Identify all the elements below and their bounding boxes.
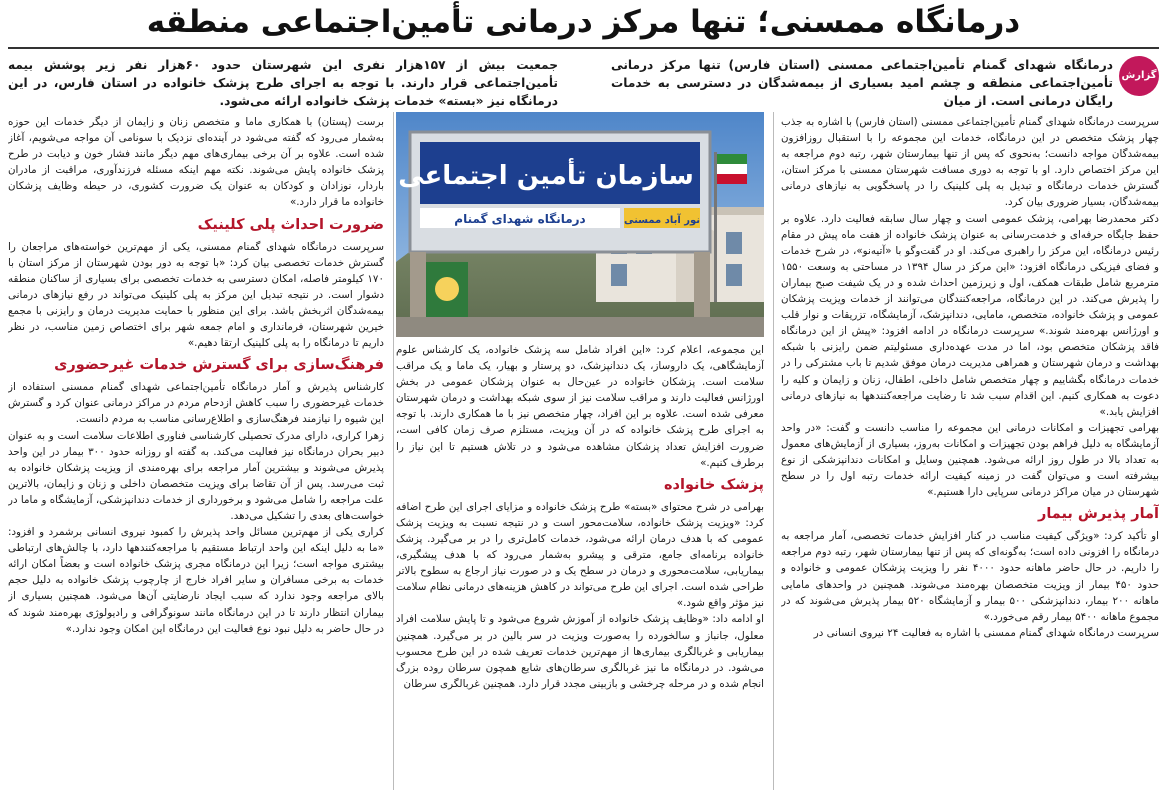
headline: درمانگاه ممسنی؛ تنها مرکز درمانی تأمین‌اجتماعی منطقه: [146, 4, 1021, 40]
column-left: [8, 114, 384, 790]
sign-sub-text: درمانگاه شهدای گمنام: [454, 212, 586, 226]
lead-right-text: درمانگاه شهدای گمنام تأمین‌اجتماعی ممسنی (استان فارس) تنها مرکز درمانی تأمین‌اجتماعی منطقه و چشم امید بسیاری از بیمه‌شدگان در دسترسی به خدمات رایگان درمانی است. از میان: [611, 58, 1113, 108]
subheading-family-physician: پزشک خانواده: [663, 476, 764, 493]
clinic-photo-illustration: [396, 112, 764, 337]
lead-right: [611, 56, 1159, 110]
paragraph: زهرا کراری، دارای مدرک تحصیلی کارشناسی فناوری اطلاعات سلامت است و به عنوان دبیر بحران درمانگاه نیز فعالیت می‌کند. به گفته او روزانه حدود ۳۰۰ بیمار در این واحد پذیرش می‌شوند و بیشترین آمار مراجعه برای بهره‌مندی از ویزیت پزشکان خانواده به ثبت می‌رسد. پس از آن تقاضا برای ویزیت متخصصان داخلی و زنان و زایمان، بالاترین علت مراجعه را شامل می‌شود و برخورداری از خدمات دندانپزشکی، آزمایشگاه و ماما در خواست‌های بعدی را تشکیل می‌دهد.: [8, 429, 384, 522]
report-badge: گزارش: [1119, 56, 1159, 96]
paragraph: سرپرست درمانگاه شهدای گمنام تأمین‌اجتماعی ممسنی (استان فارس) با اشاره به جذب چهار پزشک متخصص در این درمانگاه، خدمات این مجموعه را با استقبال روزافزون بیمه‌شدگان مواجه دانست؛ به‌نحوی که پس از تنها بیمارستان شهر، رتبه دوم مراجعه به این مرکز اختصاص دارد. او با توجه به دوری مسافت شهرستان ممسنی با مرکز استان، گسترش خدمات درمانگاه و تبدیل به پلی کلینیک را در پاسخگویی به نیازهای درمانی بیمه‌شدگان، بسیار ضروری بیان کرد.: [781, 116, 1159, 209]
paragraph: سرپرست درمانگاه شهدای گمنام ممسنی، یکی از مهم‌ترین خواسته‌های مراجعان را گسترش خدمات تخصصی بیان کرد: «با توجه به دور بودن شهرستان از مرکز استان با ۱۷۰ کیلومتر فاصله، امکان دسترسی به خدمات تخصصی برای بسیاری از ساکنان منطقه دشوار است. در نتیجه تبدیل این مرکز به پلی کلینیک می‌تواند در رفع نیازهای درمانی بیمه‌شدگان اثربخش باشد. برای این منظور با حمایت مدیریت درمان و رایزنی با مجمع خیرین شهرستان، فرمانداری و امام جمعه شهر برای اختصاص زمین مناسب، در نظر داریم تا درمانگاه را به پلی کلینیک ارتقا دهیم.»: [8, 240, 384, 350]
flag-pole: [714, 152, 717, 302]
clinic-photo: [396, 112, 764, 337]
column-right: [781, 114, 1159, 790]
sign-side-text: نور آباد ممسنی: [623, 215, 701, 226]
flag: [717, 154, 747, 164]
paragraph: بهرامی در شرح محتوای «بسته» طرح پزشک خانواده و مزایای اجرای این طرح اضافه کرد: «ویزیت پزشک خانواده، سلامت‌محور است و در نتیجه نسبت به ویزیت پزشک عمومی که با هدف درمان ارائه می‌شود، خدمات کامل‌تری را در بر می‌گیرد. پزشک خانواده برنامه‌ای جامع، مترقی و پیشرو به‌شمار می‌رود که با هدف پیشگیری، بیماریابی، سلامت‌محوری و درمان در سطح یک و در صورت نیاز ارجاع به سطوح بالاتر طراحی شده است. اجرای این طرح می‌تواند در کاهش هزینه‌های درمانی نظام سلامت نیز مؤثر واقع شود.»: [396, 500, 764, 610]
subheading-patient-stats: آمار پذیرش بیمار: [1037, 506, 1159, 523]
paragraph: او ادامه داد: «وظایف پزشک خانواده از آموزش شروع می‌شود و تا پایش سلامت افراد معلول، جانباز و سالخورده را به‌صورت ویزیت در سر بالین در بر می‌گیرد. همچنین بیماریابی و غربالگری بیماری‌ها از مهم‌ترین خدمات تعریف شده در این طرح محسوب می‌شود. در درمانگاه ما نیز غربالگری سرطان‌های شایع همچون سرطان روده بزرگ انجام شده و در مرحله چرخشی و بازبینی مجدد قرار دارد. همچنین غربالگری سرطان: [396, 613, 764, 690]
subheading-remote-services: فرهنگ‌سازی برای گسترش خدمات غیرحضوری: [54, 357, 384, 374]
paragraph: این مجموعه، اعلام کرد: «این افراد شامل سه پزشک خانواده، یک کارشناس علوم آزمایشگاهی، یک داروساز، یک دندانپزشک، دو پرستار و بهیار، یک ماما و یک مراقب سلامت است. پزشکان خانواده در عین‌حال به عنوان پزشکان عمومی در بخش اورژانس فعالیت دارند و مراقب سلامت نیز از سوی شبکه بهداشت و درمان شهرستان معرفی شده است. علاوه بر این افراد، چهار متخصص نیز با ما همکاری دارند. با توجه به اجرای طرح پزشک خانواده که در آن ویزیت، مستلزم صرف زمان کافی است، ضرورت افزایش تعداد پزشکان مشاهده می‌شود و در تلاش هستیم تا این نیاز را برطرف کنیم.»: [396, 344, 764, 469]
paragraph: دکتر محمدرضا بهرامی، پزشک عمومی است و چهار سال سابقه فعالیت دارد. علاوه بر حفظ جایگاه حرفه‌ای و خدمت‌رسانی به عنوان پزشک خانواده از هفت ماه پیش در مقام رئیس درمانگاه، این مرکز را راهبری می‌کند. او در گفت‌وگو با «آتیه‌نو»، در شرح خدمات و فضای فیزیکی درمانگاه افزود: «این مرکز در سال ۱۳۹۴ در مساحتی به وسعت ۱۵۵۰ مترمربع شامل طبقات همکف، اول و زیرزمین احداث شده و در یک شیفت صبح بیماران را پذیرش می‌کند. در این درمانگاه، مراجعه‌کنندگان می‌توانند از خدمات ویزیت پزشکان عمومی و پزشک خانواده، متخصص، مامایی، دندانپزشک، آزمایشگاه، تزریقات و نوار قلب و اورژانس بهره‌مند شوند.» سرپرست درمانگاه در ادامه افزود: «پیش از این درمانگاه فاقد پزشکان متخصص بود، اما در مدت عهده‌داری مسئولیتم ضمن رایزنی با شبکه بهداشت و درمان شهرستان و همراهی مدیریت درمان موفق شدیم تا باب مشترکی را در خدمات درمانگاه بگشاییم و چهار متخصص شامل داخلی، اطفال، زنان و زایمان و کلیه را دعوت به همکاری کنیم. این اقدام سبب شد تا رضایت مراجعه‌کنندهها به نیازهای درمانی افزایش یابد.»: [781, 212, 1159, 418]
paragraph: سرپرست درمانگاه شهدای گمنام ممسنی با اشاره به فعالیت ۲۴ نیروی انسانی در: [813, 626, 1159, 639]
subheading-polyclinic: ضرورت احداث پلی کلینیک: [197, 216, 384, 233]
lead-left: جمعیت بیش از ۱۵۷هزار نفری این شهرستان حدود ۶۰هزار نفر زیر پوشش بیمه تأمین‌اجتماعی قرار دارند. با توجه به اجرای طرح پزشک خانواده در استان فارس، در این درمانگاه نیز «بسته» خدمات پزشک خانواده ارائه می‌شود.: [8, 58, 558, 108]
paragraph: کارشناس پذیرش و آمار درمانگاه تأمین‌اجتماعی شهدای گمنام ممسنی استفاده از خدمات غیرحضوری را سبب کاهش ازدحام مردم در مراکز درمانی عنوان کرد و گسترش این شیوه را نیازمند فرهنگ‌سازی و اطلاع‌رسانی مناسب به مردم دانست.: [8, 381, 384, 426]
sign-main-text: سازمان تأمین اجتماعی: [398, 161, 694, 191]
paragraph: کراری یکی از مهم‌ترین مسائل واحد پذیرش را کمبود نیروی انسانی برشمرد و افزود: «ما به دلیل اینکه این واحد ارتباط مستقیم با مراجعه‌کنندهها دارد، با چالش‌های ارتباطی بیشتری مواجه است؛ زیرا این درمانگاه مجری پزشک خانواده است و بعضاً امکان ارائه خدمات به برخی مسافران و سایر افراد خارج از چارچوب پزشک خانواده به دلیل حجم بالای مراجعه وجود ندارد که سبب ایجاد نارضایتی آن‌ها می‌شود. همچنین بسیاری از بیماران انتظار دارند تا در این درمانگاه مانند سونوگرافی و رادیولوژی بهره‌مند شوند که در حال حاضر به دلیل نبود نوع فعالیت این درمانگاه این امکان وجود ندارد.»: [8, 526, 384, 635]
paragraph: برست (پستان) با همکاری ماما و متخصص زنان و زایمان از دیگر خدمات این حوزه به‌شمار می‌رود که گفته می‌شود در آینده‌ای نزدیک با سونامی آن مواجه می‌شویم، آغاز شده است. علاوه بر آن برخی بیماری‌های مهم دیگر مانند فشار خون و دیابت در طرح پزشک خانواده پایش می‌شوند. نکته مهم اینکه مسئله فرزندآوری، مراقبت از مادران باردار، نوزادان و کودکان به عنوان یک ضرورت کشوری، در حیطه وظایف پزشکان خانواده ما قرار دارد.»: [8, 116, 384, 209]
ground: [396, 317, 764, 337]
column-divider-left: [393, 112, 394, 790]
column-divider-right: [773, 112, 774, 790]
paragraph: او تأکید کرد: «ویژگی کیفیت مناسب در کنار افزایش خدمات تخصصی، آمار مراجعه به درمانگاه را افزونی داده است؛ به‌گونه‌ای که پس از تنها بیمارستان شهر، رتبه دوم مراجعه را داریم. در حال حاضر ماهانه حدود ۴۰۰۰ نفر را ویزیت پزشکان عمومی و خانواده و حدود ۴۵۰ بیمار از ویزیت متخصصان بهره‌مند می‌شوند. همچنین در واحدهای مامایی ماهانه ۲۰۰ بیمار، دندانپزشکی ۵۰۰ بیمار و آزمایشگاه ۵۲۰ بیمار پذیرش می‌شوند که در مجموع ماهانه ۵۴۰۰ بیمار رقم می‌خورد.»: [781, 530, 1159, 623]
column-middle: [396, 342, 764, 790]
headline-rule: [8, 47, 1159, 49]
paragraph: بهرامی تجهیزات و امکانات درمانی این مجموعه را مناسب دانست و گفت: «در واحد آزمایشگاه به دلیل فراهم بودن تجهیزات و امکانات به‌روز، بسیاری از آزمایش‌های معمول به تعداد بالا در طول روز ارائه می‌شود. همچنین وسایل و امکانات دندانپزشکی از نوع بیشرفته است و می‌توان گفت در زمینه کیفیت ارائه خدمات رتبه اول را در سطح شهرستان در میان مراکز درمانی سرپایی دارا هستیم.»: [781, 421, 1159, 499]
